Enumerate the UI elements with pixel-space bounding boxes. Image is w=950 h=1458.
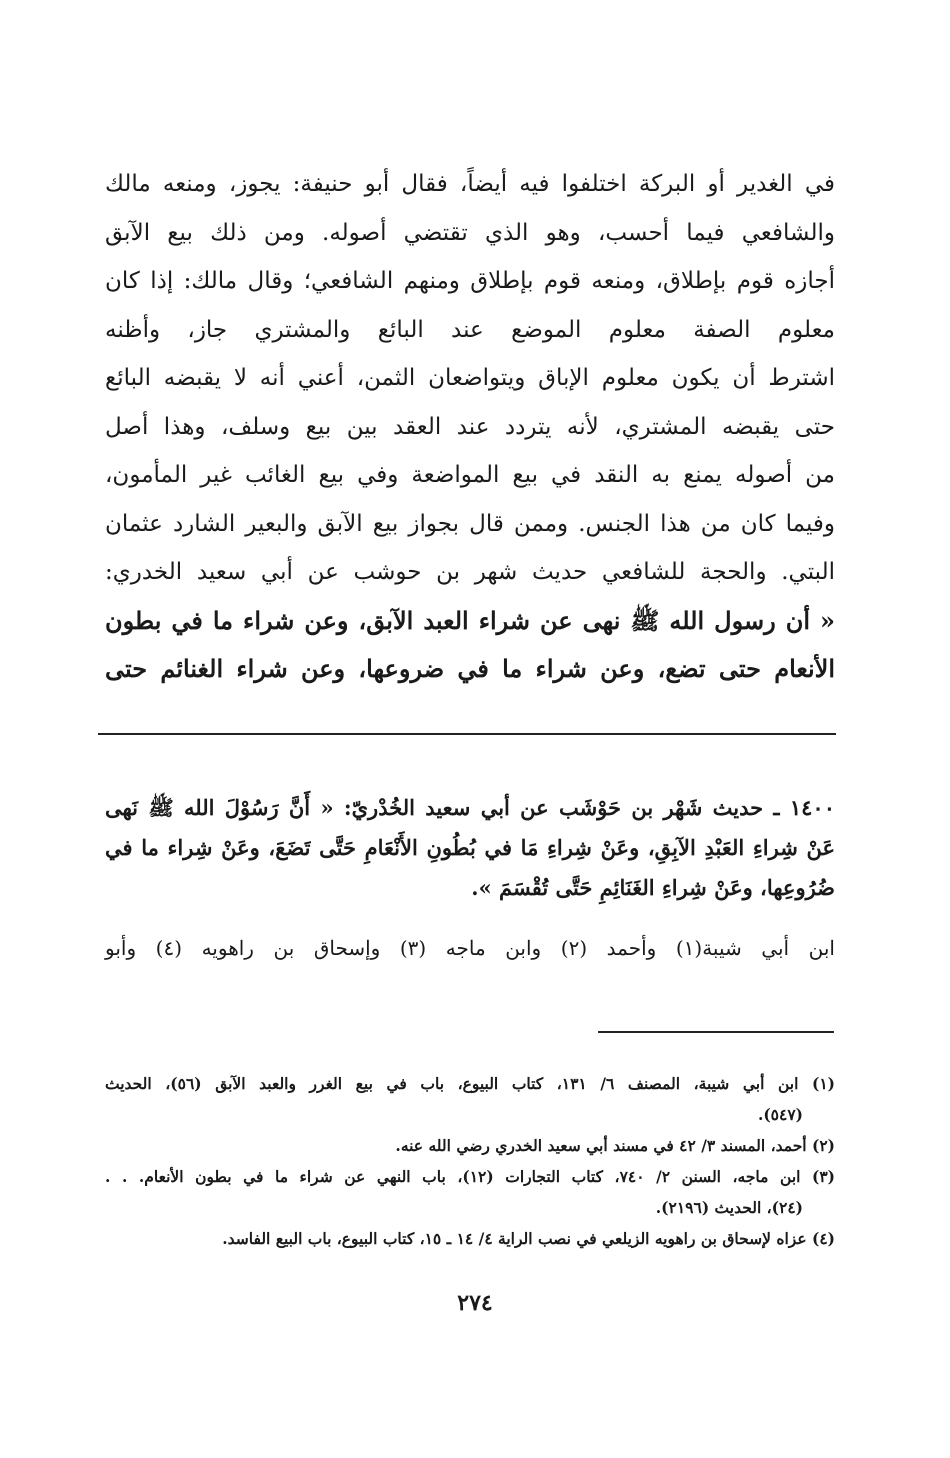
main-text-hadith-line: الأنعام حتى تضع، وعن شراء ما في ضروعها، وعن شراء الغنائم حتى: [105, 654, 835, 683]
main-text-line: والشافعي فيما أحسب، وهو الذي تقتضي أصوله. ومن ذلك بيع الآبق: [105, 219, 835, 246]
main-text-hadith-line: « أن رسول الله ﷺ نهى عن شراء العبد الآبق، وعن شراء ما في بطون: [105, 605, 835, 635]
main-text-line: وفيما كان من هذا الجنس. وممن قال بجواز بيع الآبق والبعير الشارد عثمان: [105, 510, 835, 537]
footnote-1-line-2: (٥٤٧).: [757, 1105, 803, 1124]
main-text-line: البتي. والحجة للشافعي حديث شهر بن حوشب عن أبي سعيد الخدري:: [105, 559, 835, 585]
main-text-line: اشترط أن يكون معلوم الإباق ويتواضعان الثمن، أعني أنه لا يقبضه البائع: [105, 365, 835, 391]
main-text-block: [105, 160, 835, 694]
footnote-divider-rule: [598, 1031, 834, 1033]
footnote-3-line-2: (٢٤)، الحديث (٢١٩٦).: [655, 1198, 803, 1217]
main-text-line: في الغدير أو البركة اختلفوا فيه أيضاً، فقال أبو حنيفة: يجوز، ومنعه مالك: [105, 171, 835, 197]
main-text-line: معلوم الصفة معلوم الموضع عند البائع والمشتري جاز، وأظنه: [105, 316, 835, 343]
footnote-4: (٤) عزاه لإسحاق بن راهويه الزيلعي في نصب الراية ٤/ ١٤ ـ ١٥، كتاب البيوع، باب البيع الفاسد.: [222, 1229, 835, 1248]
main-text-line: حتى يقبضه المشتري، لأنه يتردد عند العقد بين بيع وسلف، وهذا أصل: [105, 413, 835, 440]
footnote-1-line-1: (١) ابن أبي شيبة، المصنف ٦/ ١٣١، كتاب البيوع، باب في بيع الغرر والعبد الآبق (٥٦)، الحديث: [105, 1074, 835, 1093]
footnote-2: (٢) أحمد، المسند ٣/ ٤٢ في مسند أبي سعيد الخدري رضي الله عنه.: [395, 1136, 835, 1155]
hadith-note-line: ضُرُوعِها، وعَنْ شِراءِ الغَنَائِمِ حَتَّى تُقْسَمَ ».: [471, 875, 835, 900]
main-text-line: من أصوله يمنع به النقد في بيع المواضعة وفي بيع الغائب غير المأمون،: [105, 462, 835, 488]
footnotes-block: [105, 1068, 835, 1254]
footnote-3-line-1: (٣) ابن ماجه، السنن ٢/ ٧٤٠، كتاب التجارات (١٢)، باب النهي عن شراء ما في بطون الأنعام. . .: [105, 1167, 835, 1186]
main-divider-rule: [98, 733, 836, 735]
hadith-note-block: [105, 788, 835, 908]
sources-line: ابن أبي شيبة(١) وأحمد (٢) وابن ماجه (٣) وإسحاق بن راهويه (٤) وأبو: [105, 936, 835, 960]
hadith-note-line: ١٤٠٠ ـ حديث شَهْر بن حَوْشَب عن أبي سعيد الخُدْريّ: « أَنَّ رَسُوْلَ الله ﷺ نَهى: [105, 795, 835, 820]
page-number: ٢٧٤: [457, 1290, 493, 1316]
hadith-note-line: عَنْ شِراءِ العَبْدِ الآبِقِ، وعَنْ شِراءِ مَا في بُطُونِ الأَنْعَامِ حَتَّى تَضَعَ، وعَنْ شِراء ما في: [105, 835, 835, 860]
main-text-line: أجازه قوم بإطلاق، ومنعه قوم بإطلاق ومنهم الشافعي؛ وقال مالك: إذا كان: [105, 268, 835, 294]
